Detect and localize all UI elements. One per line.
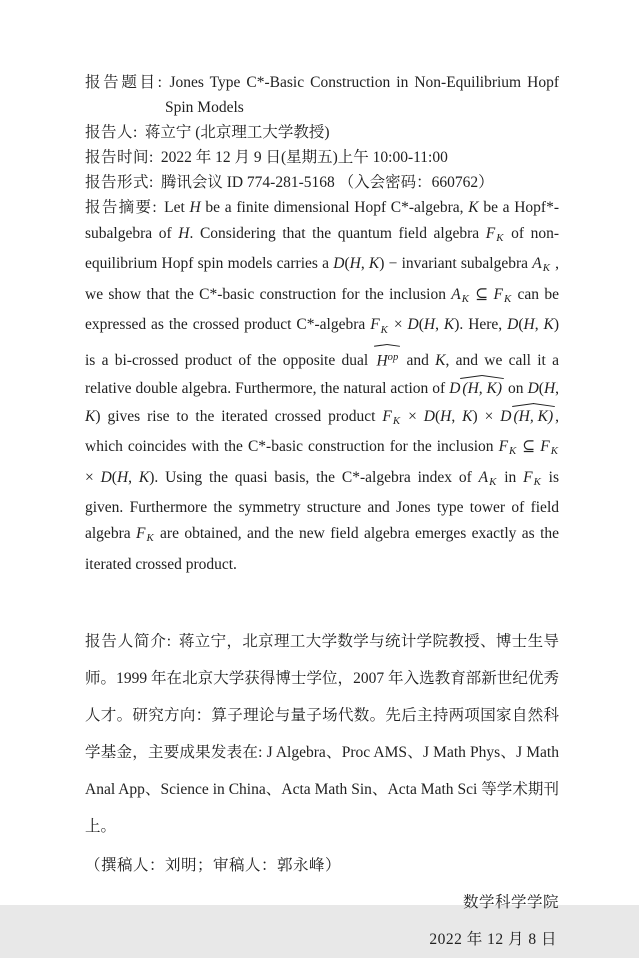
- widehat-math: (H, K): [512, 402, 556, 430]
- speaker-bio-label: 报告人简介:: [85, 633, 172, 651]
- speaker-bio: [85, 623, 559, 845]
- widehat-math: (H, K): [460, 374, 504, 402]
- report-title-value: Jones Type C*-Basic Construction in Non-Equilibrium Hopf Spin Models: [165, 74, 559, 116]
- report-format-line: [85, 170, 559, 195]
- report-title-label: 报告题目:: [85, 74, 163, 91]
- report-speaker-line: [85, 120, 559, 145]
- widehat-math: $H^{op}$: [374, 343, 400, 374]
- report-speaker-label: 报告人:: [85, 124, 138, 141]
- report-time-label: 报告时间:: [85, 149, 154, 166]
- credits-line: （撰稿人：刘明；审稿人：郭永峰）: [85, 857, 342, 875]
- report-time-line: [85, 145, 559, 170]
- report-format-label: 报告形式:: [85, 174, 154, 191]
- report-abstract-label: 报告摘要:: [85, 199, 158, 216]
- report-time-value: 2022 年 12 月 9 日(星期五)上午 10:00-11:00: [160, 149, 448, 166]
- report-title-line: [85, 70, 559, 120]
- footer-date: 2022 年 12 月 8 日: [429, 931, 557, 949]
- report-abstract-text: Let H be a finite dimensional Hopf C*-algebra, K be a Hopf*-subalgebra of H. Considering that the quantum field algebra FK of non-equilibrium Hopf spin models carries a D(H, K) − invariant subalgebra AK , we show that the C*-basic construction for the inclusion AK ⊆ FK can be expressed as the crossed product C*-algebra FK × D(H, K). Here, D(H, K) is a bi-crossed product of the opposite dual $H^{op}$ and K, and we call it a relative double algebra. Furthermore, the natural action of D (H, K) on D(H, K) gives rise to the iterated crossed product FK × D(H, K) × D (H, K) , which coincides with the C*-basic construction for the inclusion FK ⊆ FK × D(H, K). Using the quasi basis, the C*-algebra index of AK in FK is given. Furthermore the symmetry structure and Jones type tower of field algebra FK are obtained, and the new field algebra emerges exactly as the iterated crossed product.: [85, 199, 560, 573]
- report-abstract: [85, 195, 559, 577]
- speaker-bio-text: 蒋立宁，北京理工大学数学与统计学院教授、博士生导师。1999 年在北京大学获得博士学位，2007 年入选教育部新世纪优秀人才。研究方向：算子理论与量子场代数。先后主持两项国家自然科学基金，主要成果发表在: J Algebra、Proc AMS、J Math Phys、J Math Anal App、Science in China、Acta Math Sin、Acta Math Sci 等学术期刊上。: [85, 633, 559, 836]
- report-speaker-value: 蒋立宁 (北京理工大学教授): [144, 124, 330, 141]
- footer-department: 数学科学学院: [462, 894, 559, 912]
- report-format-value: 腾讯会议 ID 774-281-5168 （入会密码：660762）: [160, 174, 494, 191]
